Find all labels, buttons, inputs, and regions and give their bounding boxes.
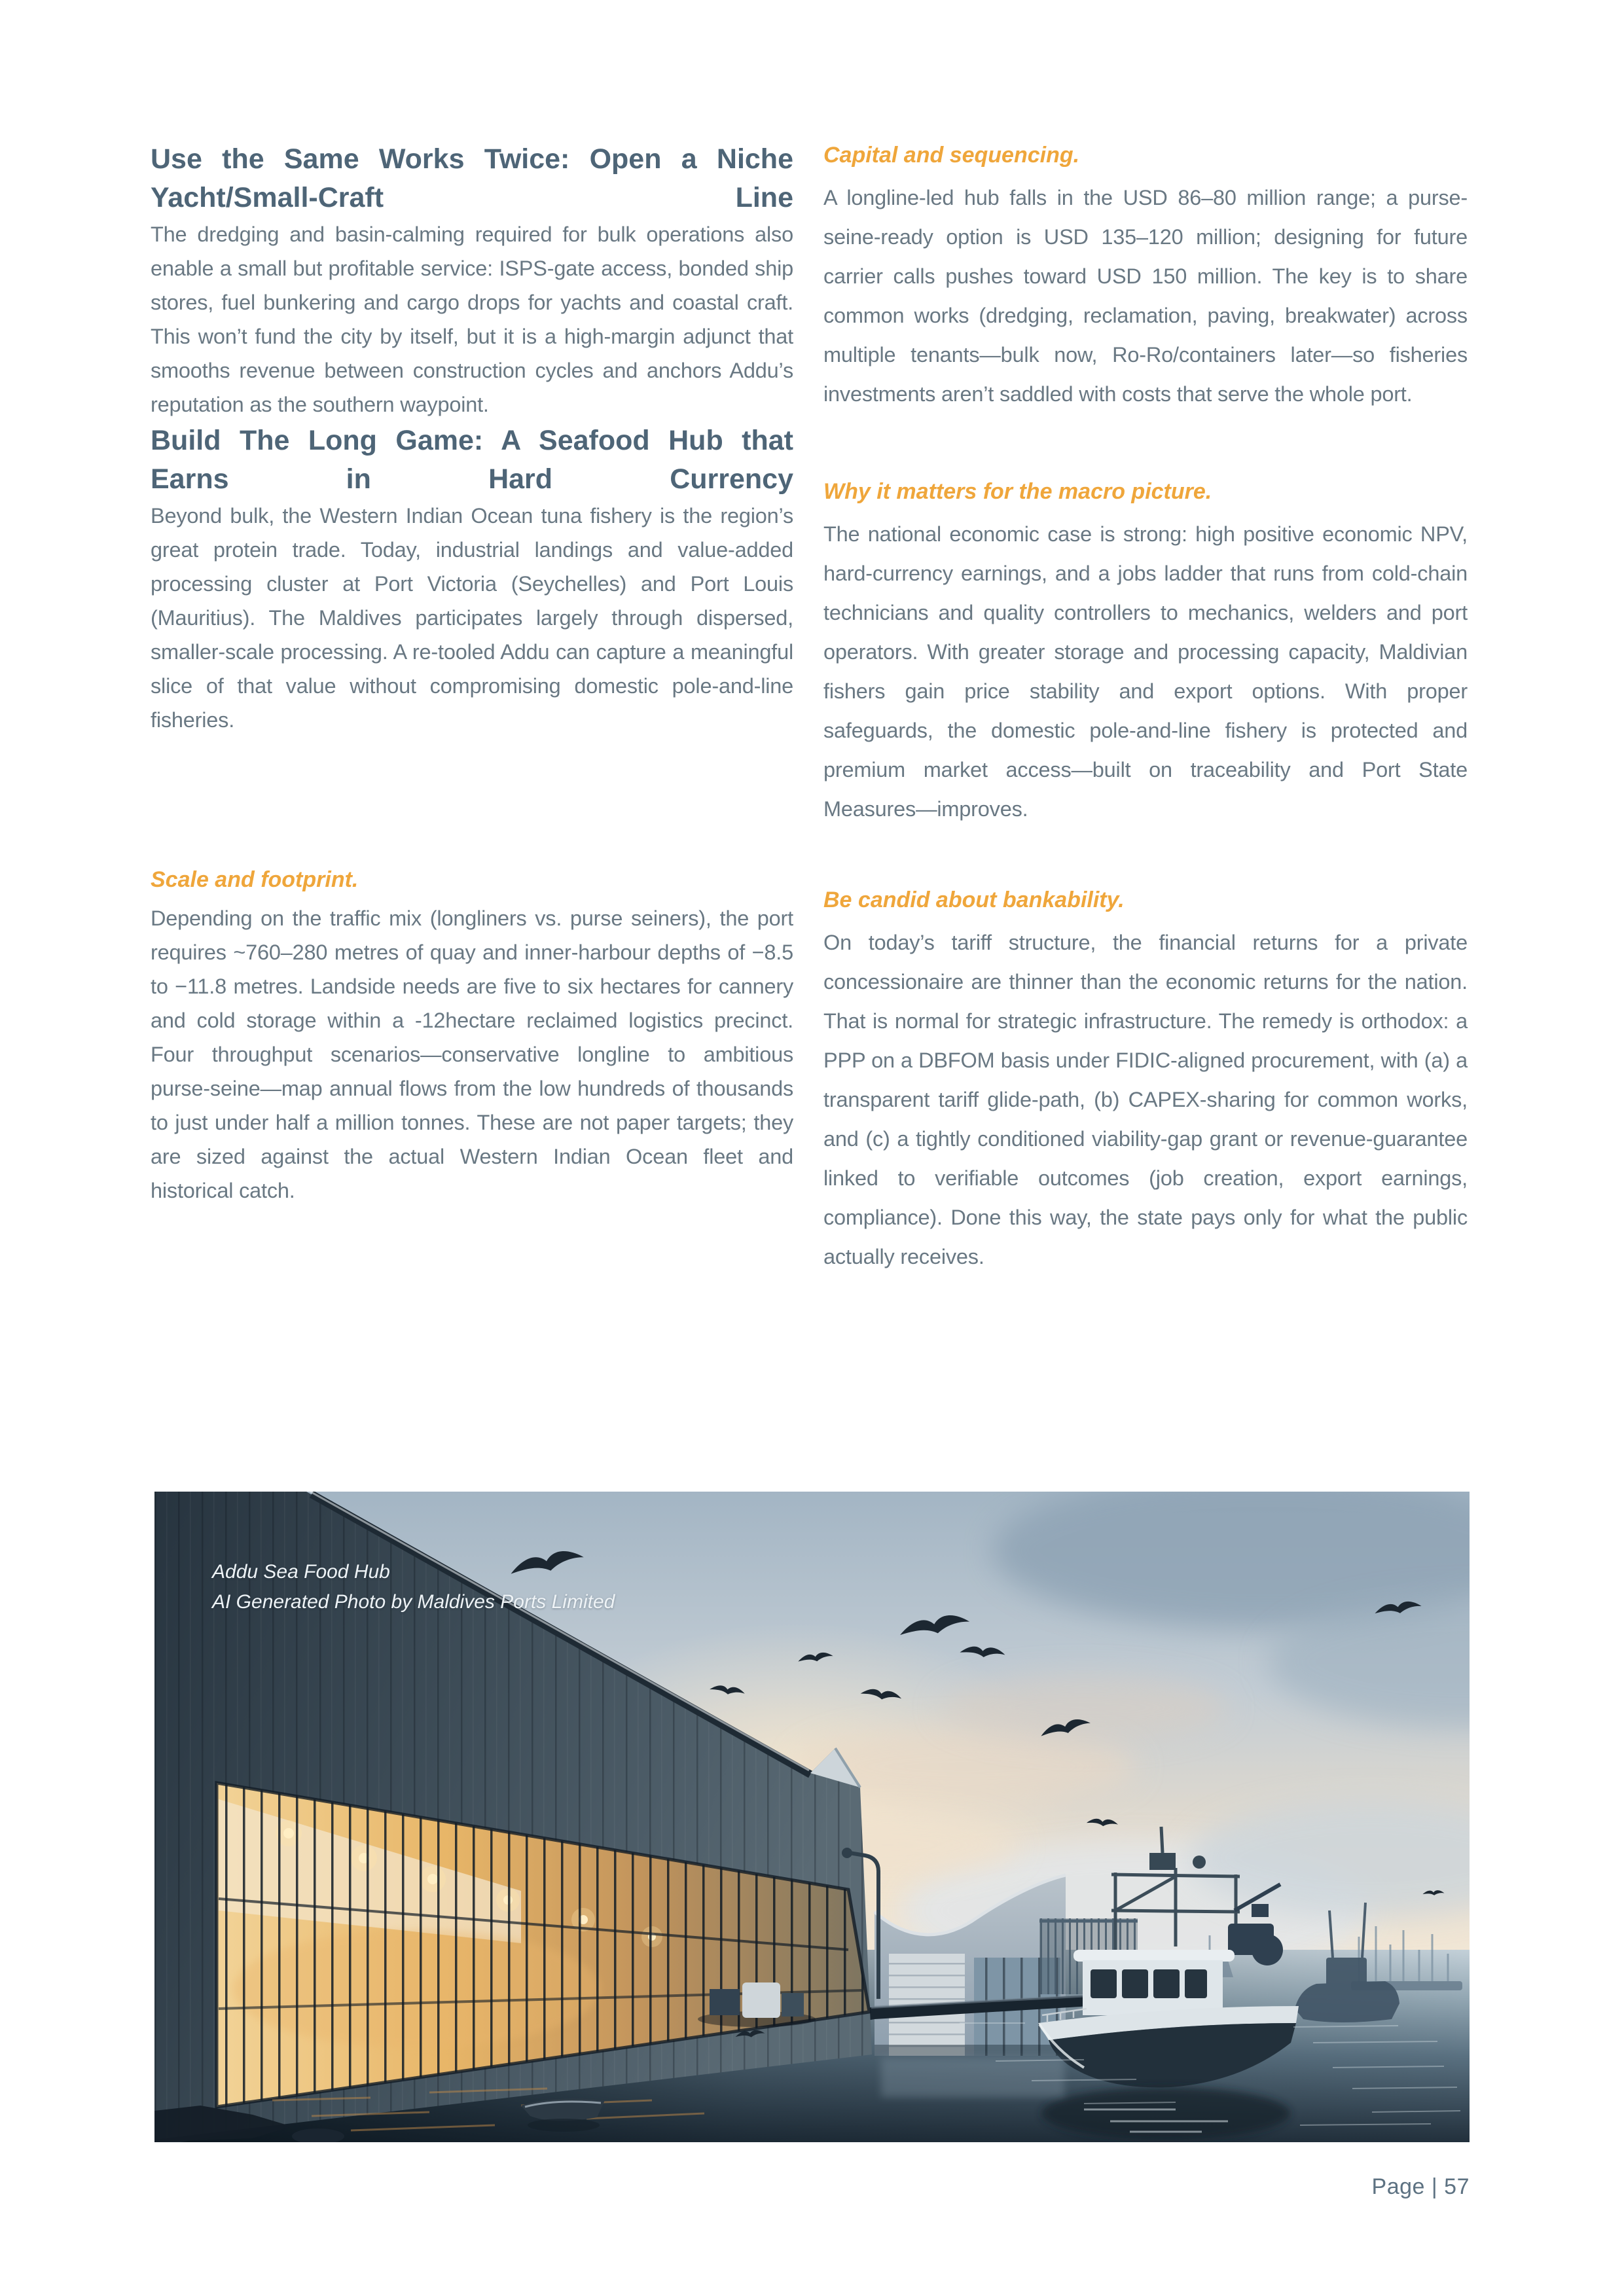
body-paragraph: On today’s tariff structure, the financial returns for a private concessionaire are thinner than the economic returns for the nation. That is normal for strategic infrastructure. The remedy is orthodox: a PPP on a DBFOM basis under FIDIC-aligned procurement, with (a) a transparent tariff glide-path, (b) CAPEX-sharing for common works, and (c) a tightly conditioned viability-gap grant or revenue-guarantee linked to verifiable outcomes (job creation, export earnings, compliance). Done this way, the state pays only for what the public actually receives. <box>823 931 1468 1268</box>
figure-seafood-hub <box>154 1492 1470 2142</box>
figure-caption-title: Addu Sea Food Hub <box>212 1561 390 1583</box>
orange-subheading-scale-footprint: Scale and footprint. <box>151 867 359 892</box>
body-paragraph: The national economic case is strong: high positive economic NPV, hard-currency earnings, and a jobs ladder that runs from cold-chain technicians and quality controllers to mechanics, welders and port operators. With greater storage and processing capacity, Maldivian fishers gain price stability and export options. With proper safeguards, the domestic pole-and-line fishery is protected and premium market access—built on traceability and Port State Measures—improves. <box>823 522 1468 821</box>
orange-subheading-macro-picture: Why it matters for the macro picture. <box>823 479 1212 504</box>
cabin-roof <box>1074 1950 1235 1962</box>
body-paragraph: Beyond bulk, the Western Indian Ocean tuna fishery is the region’s great protein trade. Today, industrial landings and value-added processing cluster at Port Victoria (Seychelles) and Port Louis (Mauritius). The Maldives participates largely through dispersed, smaller-scale processing. A re-tooled Addu can capture a meaningful slice of that value without compromising domestic pole-and-line fisheries. <box>151 504 793 732</box>
body-paragraph: A longline-led hub falls in the USD 86–80 million range; a purse-seine-ready option is USD 135–120 million; designing for future carrier calls pushes toward USD 150 million. The key is to share common works (dredging, reclamation, paving, breakwater) across multiple tenants—bulk now, Ro-Ro/containers later—so fisheries investments aren’t saddled with costs that serve the whole port. <box>823 186 1468 406</box>
orange-subheading-bankability: Be candid about bankability. <box>823 888 1125 912</box>
orange-subheading-capital-sequencing: Capital and sequencing. <box>823 143 1080 168</box>
body-paragraph: The dredging and basin-calming required for bulk operations also enable a small but profitable service: ISPS-gate access, bonded ship stores, fuel bunkering and cargo drops for yachts and coastal craft. This won’t fund the city by itself, but it is a high-margin adjunct that smooths revenue between construction cycles and anchors Addu’s reputation as the southern waypoint. <box>151 223 793 416</box>
body-paragraph: Depending on the traffic mix (longliners vs. purse seiners), the port requires ~760–280 metres of quay and inner-harbour depths of −8.5 to −11.8 metres. Landside needs are five to six hectares for cannery and cold storage within a -12hectare reclaimed logistics precinct. Four throughput scenarios—conservative longline to ambitious purse-seine—map annual flows from the low hundreds of thousands to just under half a million tonnes. These are not paper targets; they are sized against the actual Western Indian Ocean fleet and historical catch. <box>151 906 793 1202</box>
dinghy <box>521 2098 605 2132</box>
page-number: Page | 57 <box>1371 2174 1470 2199</box>
section-heading-yacht-line: Use the Same Works Twice: Open a Niche Yacht/Small-Craft Line <box>151 143 793 213</box>
section-heading-long-game: Build The Long Game: A Seafood Hub that Earns in Hard Currency <box>151 425 793 495</box>
left-column <box>151 140 793 1208</box>
figure-caption-credit: AI Generated Photo by Maldives Ports Limited <box>212 1591 615 1613</box>
figure-caption <box>212 1557 615 1617</box>
right-column <box>823 140 1468 1276</box>
